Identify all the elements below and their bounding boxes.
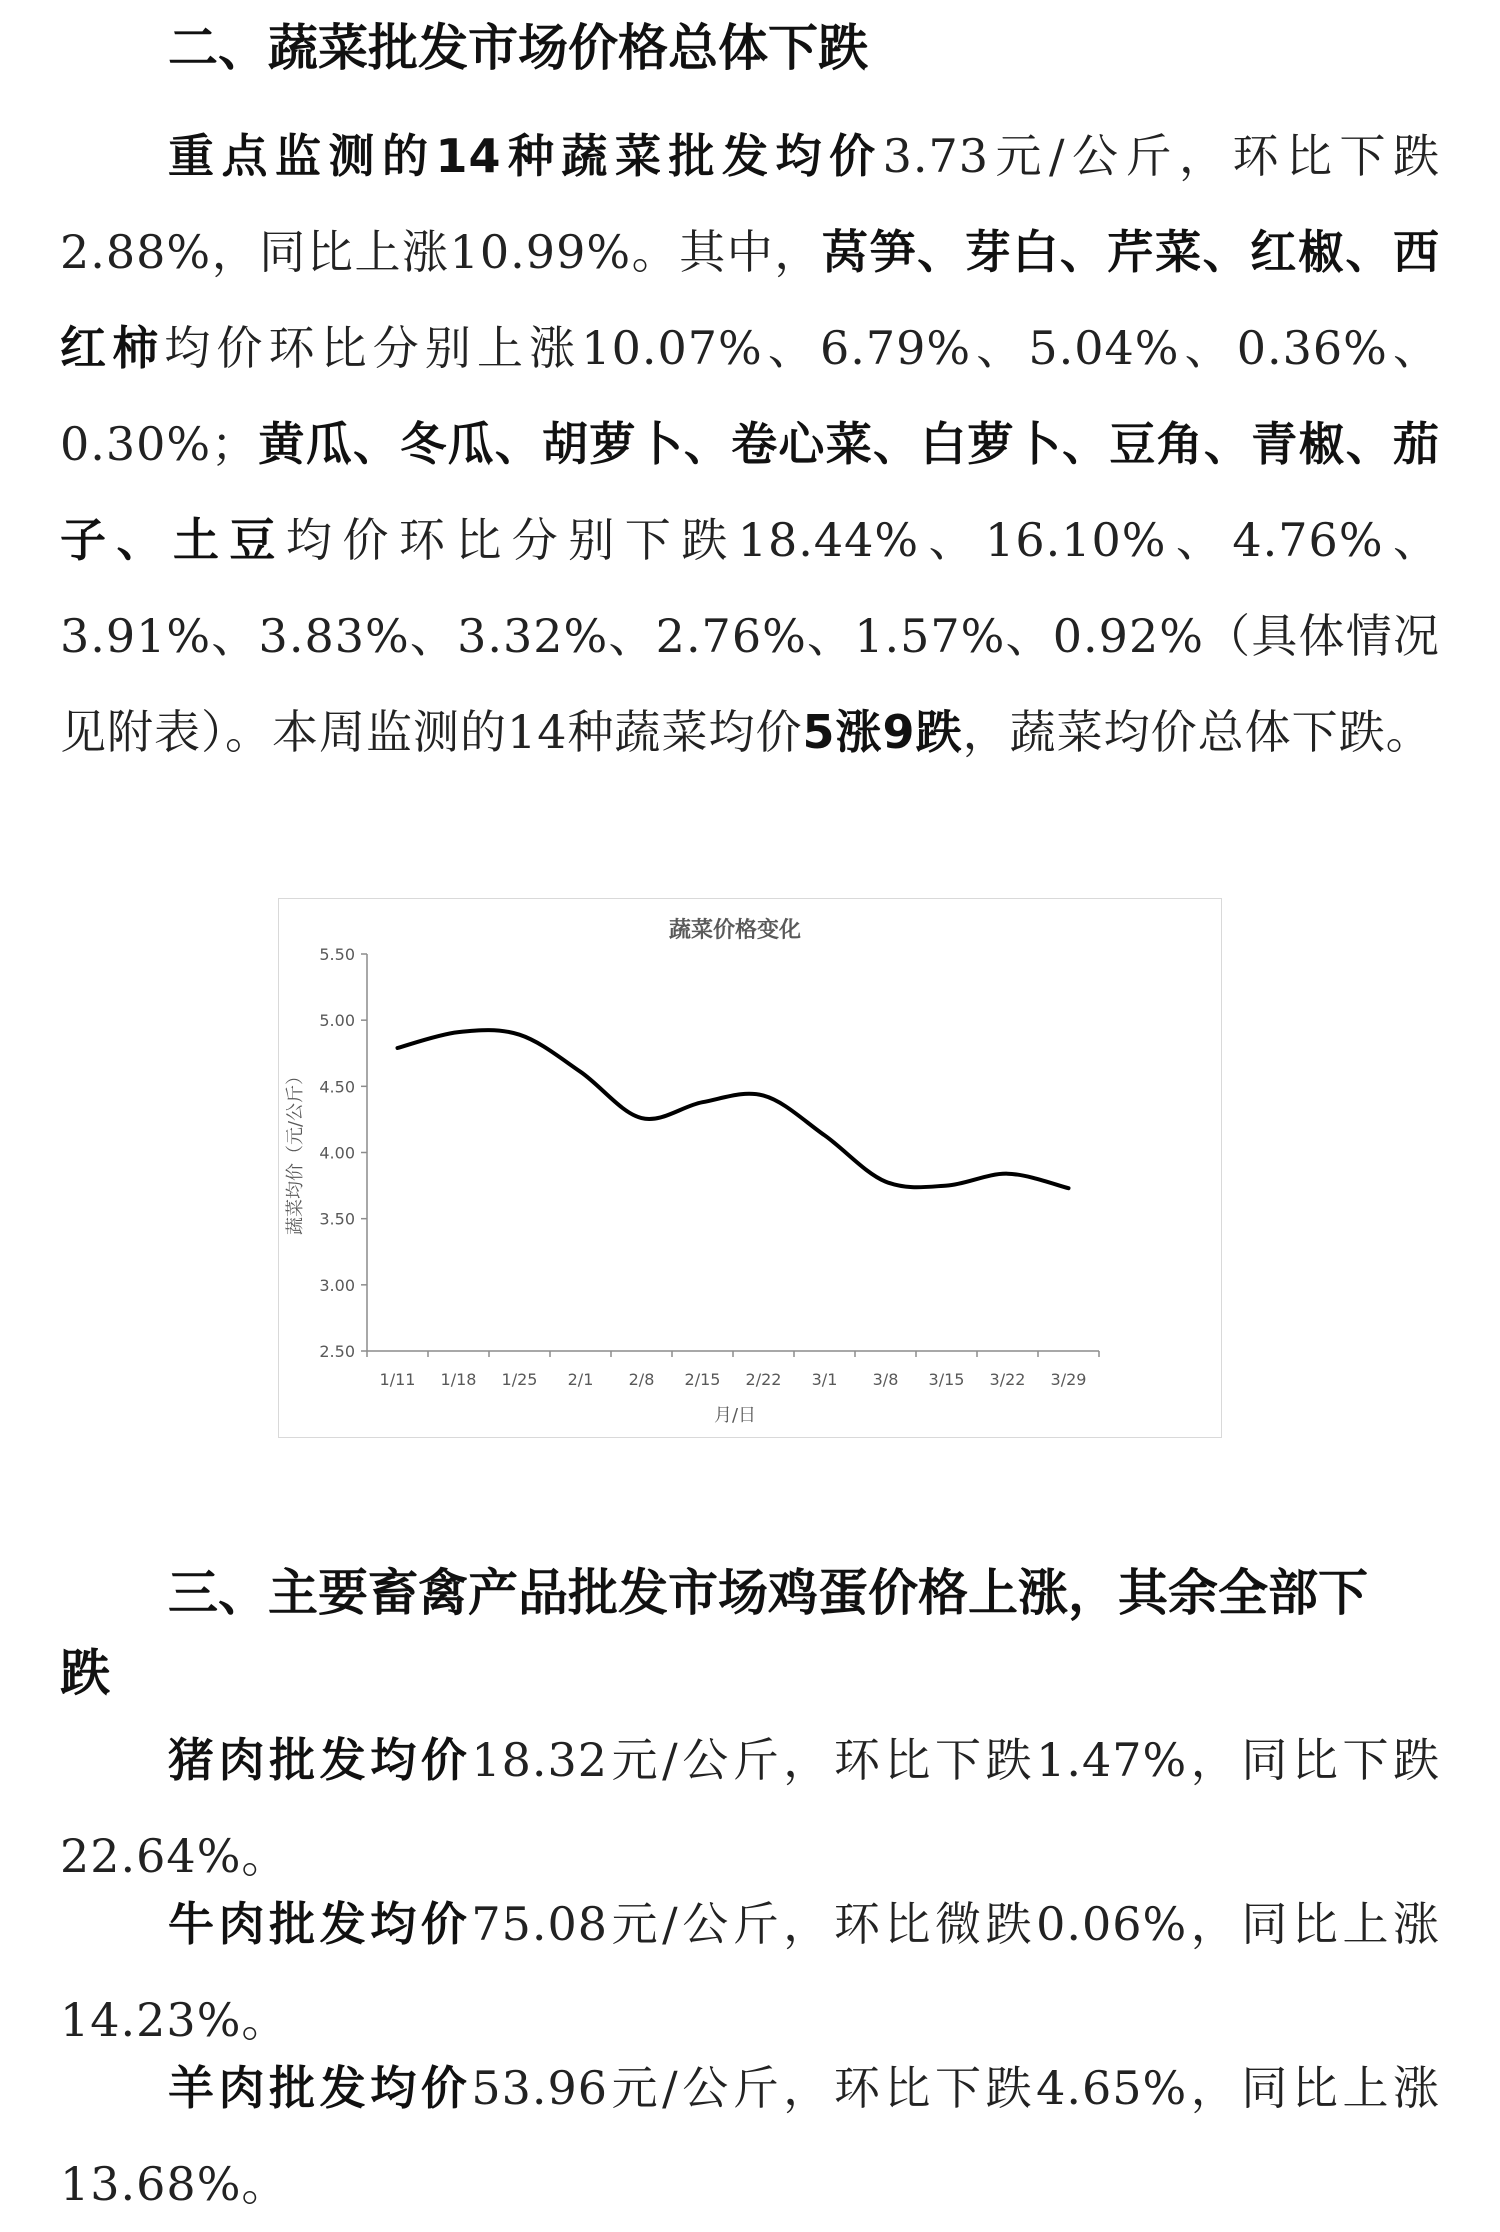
mutton-paragraph [60, 2040, 1440, 2232]
y-tick-label: 3.50 [319, 1210, 355, 1229]
y-tick-label: 5.00 [319, 1011, 355, 1030]
rise-fall-summary: 5涨9跌 [803, 705, 963, 759]
pork-label: 猪肉批发均价 [168, 1733, 471, 1787]
x-tick-label: 1/18 [441, 1370, 477, 1389]
section-3-heading-line2: 跌 [60, 1625, 110, 1721]
chart-svg [279, 899, 1221, 1437]
x-tick-label: 2/1 [568, 1370, 594, 1389]
y-tick-label: 4.50 [319, 1077, 355, 1096]
section-2-heading: 二、蔬菜批发市场价格总体下跌 [168, 0, 868, 96]
x-tick-label: 2/8 [629, 1370, 655, 1389]
chart-x-axis-label: 月/日 [714, 1405, 756, 1426]
pork-text: 18.32元/公斤，环比下跌1.47%，同比下跌22.64%。 [60, 1733, 1440, 1883]
rising-percentages: 均价环比分别上涨10.07%、6.79%、5.04%、0.36%、0.30%； [60, 321, 1440, 471]
x-tick-label: 3/8 [873, 1370, 899, 1389]
chart-title: 蔬菜价格变化 [668, 917, 801, 943]
mutton-label: 羊肉批发均价 [168, 2061, 471, 2115]
x-tick-label: 1/11 [380, 1370, 416, 1389]
vegetable-price-chart [278, 898, 1222, 1438]
x-tick-label: 2/22 [746, 1370, 782, 1389]
beef-text: 75.08元/公斤，环比微跌0.06%，同比上涨14.23%。 [60, 1897, 1440, 2047]
x-tick-label: 3/29 [1051, 1370, 1087, 1389]
chart-y-ticks [319, 945, 367, 1361]
vegetable-conclusion: ，蔬菜均价总体下跌。 [963, 705, 1433, 759]
chart-points [397, 1032, 1068, 1188]
y-tick-label: 2.50 [319, 1342, 355, 1361]
y-tick-label: 3.00 [319, 1276, 355, 1295]
falling-percentages: 均价环比分别下跌18.44%、16.10%、4.76%、3.91%、3.83%、3.32%、2.76%、1.57%、0.92%（具体情况见附表）。本周监测的14种蔬菜均价 [60, 513, 1440, 759]
section-3-heading-line1: 三、主要畜禽产品批发市场鸡蛋价格上涨，其余全部下 [168, 1545, 1368, 1641]
vegetable-average-text: 3.73元/公斤，环比下跌2.88%，同比上涨10.99%。其中， [60, 129, 1440, 279]
beef-label: 牛肉批发均价 [168, 1897, 471, 1951]
mutton-text: 53.96元/公斤，环比下跌4.65%，同比上涨13.68%。 [60, 2061, 1440, 2211]
vegetable-lead-text: 重点监测的14种蔬菜批发均价 [168, 129, 883, 183]
x-tick-label: 2/15 [685, 1370, 721, 1389]
falling-vegetables: 黄瓜、冬瓜、胡萝卜、卷心菜、白萝卜、豆角、青椒、茄子、土豆 [60, 417, 1440, 567]
vegetable-price-paragraph [60, 108, 1440, 780]
series-line [398, 1030, 1069, 1188]
x-tick-label: 1/25 [502, 1370, 538, 1389]
y-tick-label: 5.50 [319, 945, 355, 964]
x-tick-label: 3/22 [990, 1370, 1026, 1389]
chart-x-ticks [367, 1351, 1099, 1389]
x-tick-label: 3/1 [812, 1370, 838, 1389]
y-tick-label: 4.00 [319, 1144, 355, 1163]
x-tick-label: 3/15 [929, 1370, 965, 1389]
chart-y-axis-label: 蔬菜均价（元/公斤） [285, 1067, 306, 1235]
chart-axes [367, 954, 1099, 1351]
rising-vegetables: 莴笋、芽白、芹菜、红椒、西红柿 [60, 225, 1440, 375]
